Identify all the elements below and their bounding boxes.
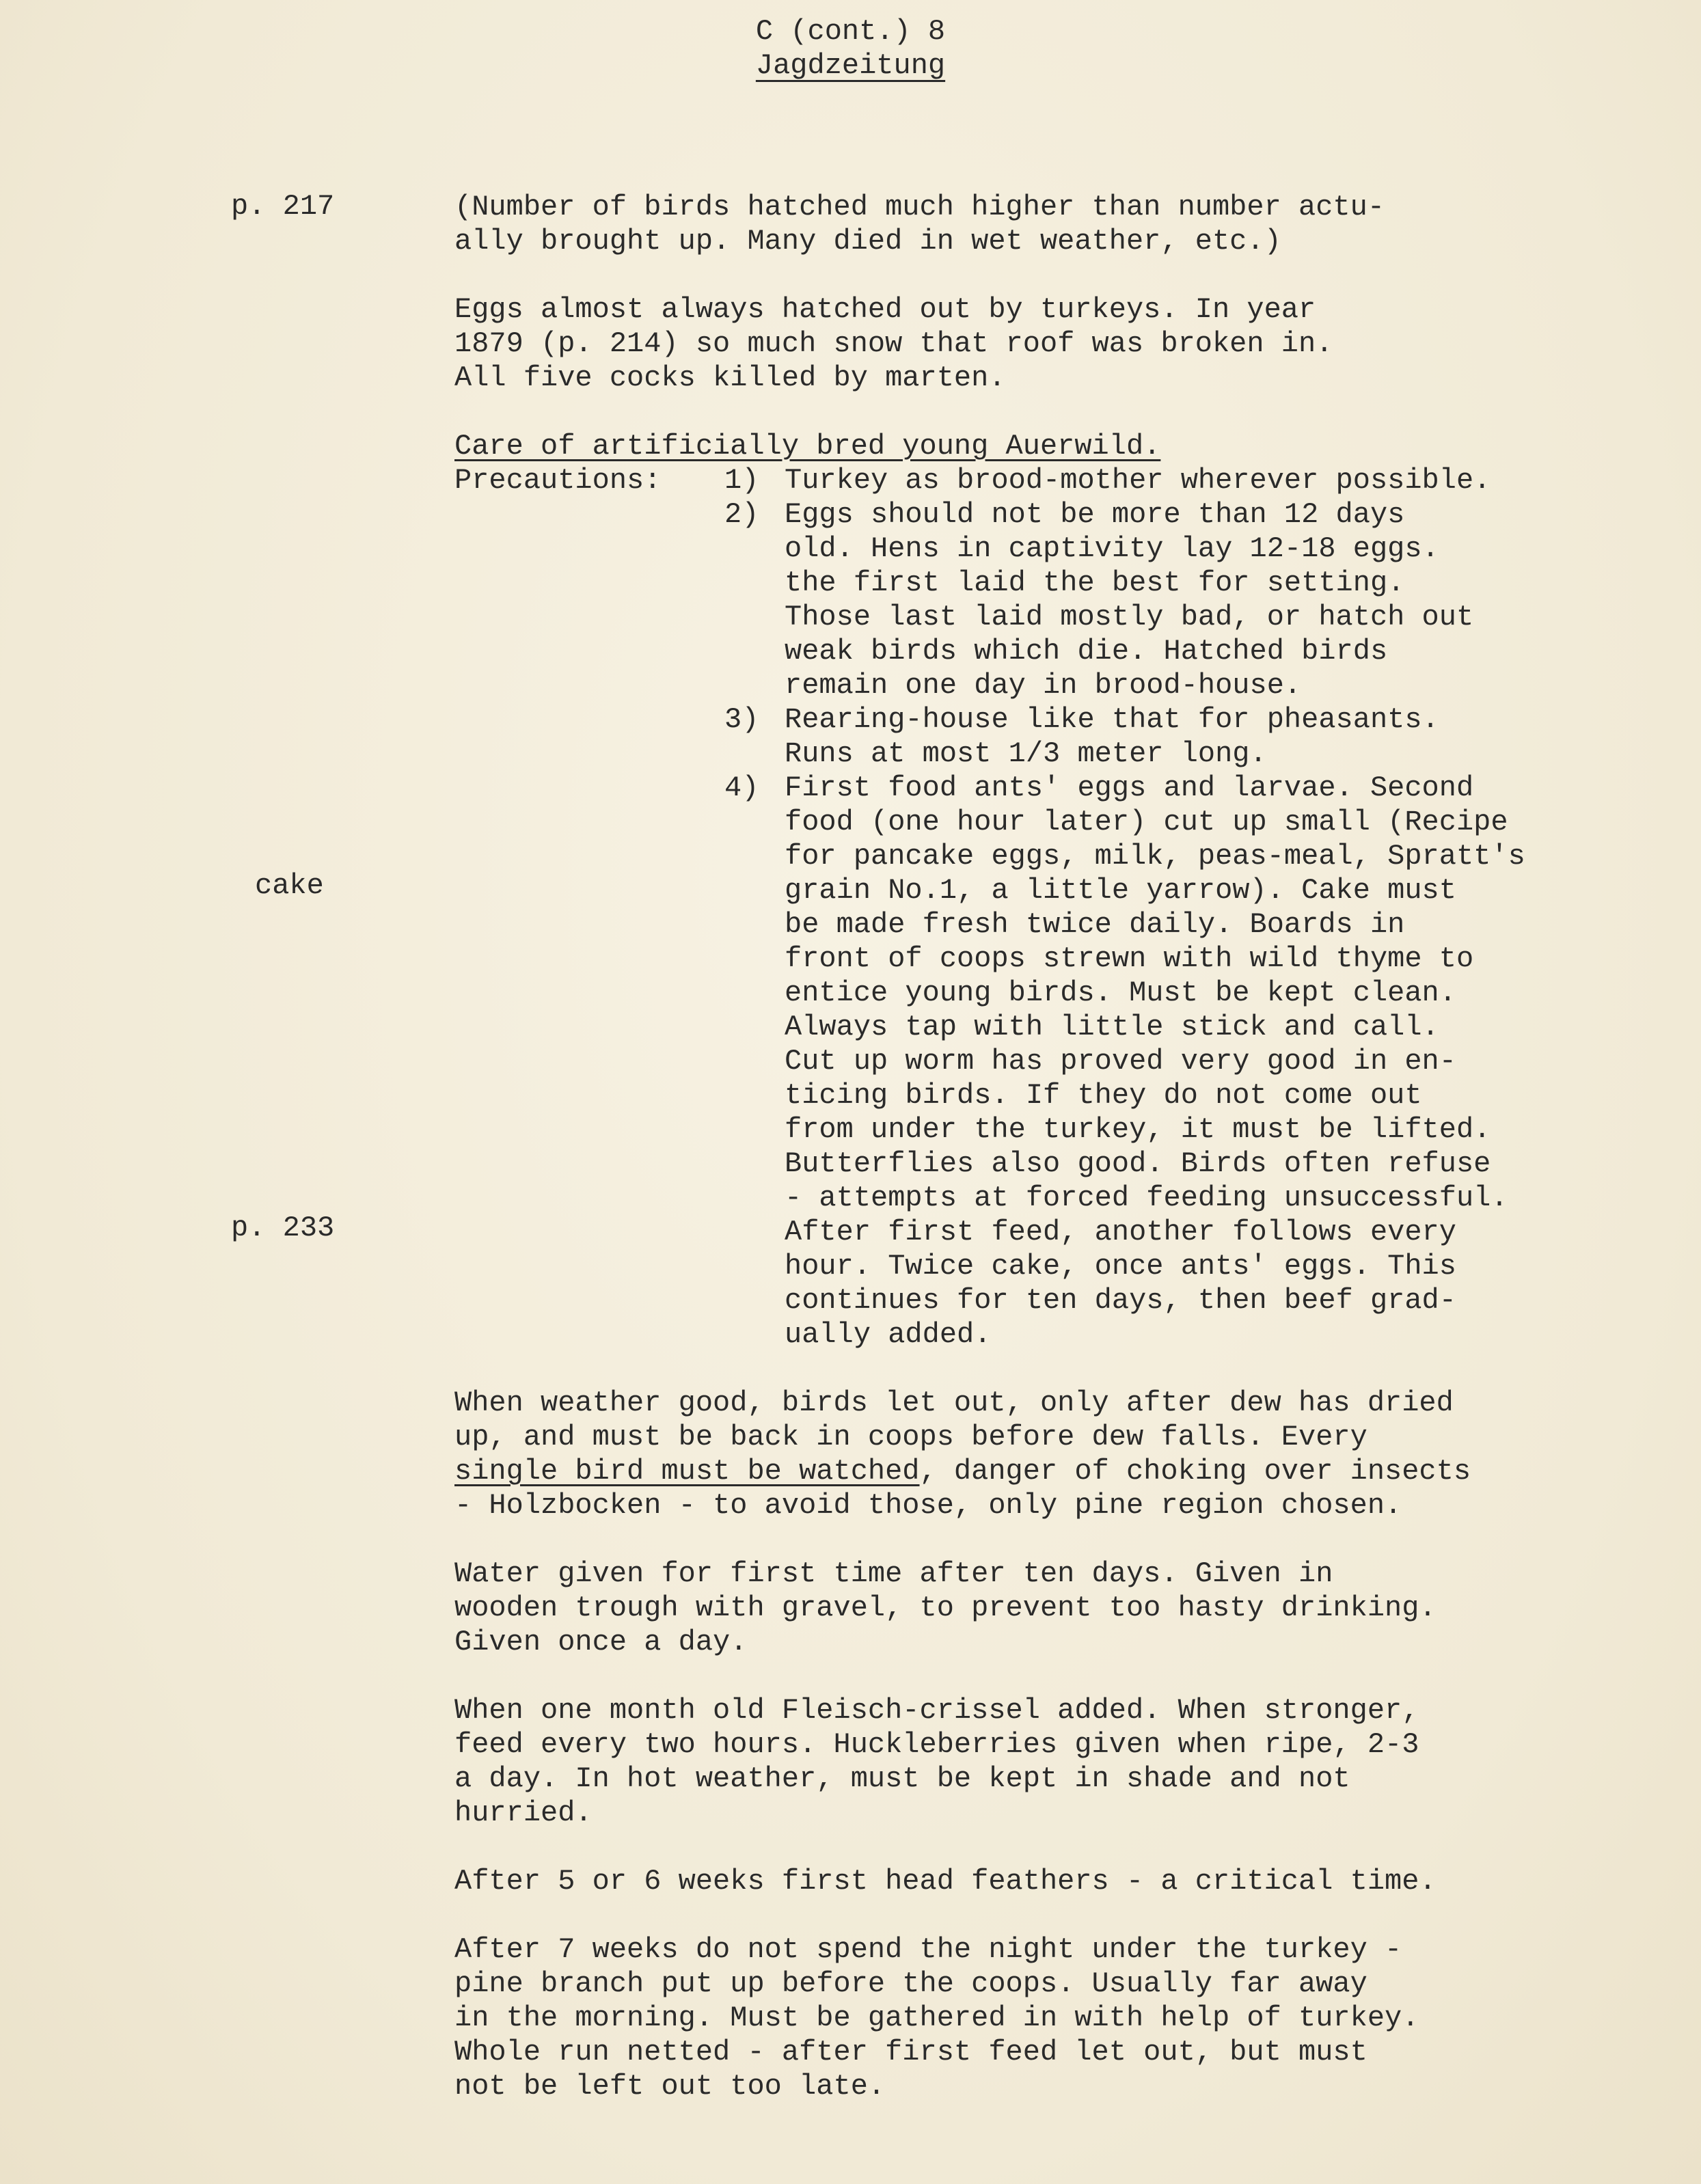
precaution-4-line: entice young birds. Must be kept clean. bbox=[785, 977, 1456, 1009]
precaution-number: 3) bbox=[724, 703, 759, 736]
para7-line: in the morning. Must be gathered in with help of turkey. bbox=[454, 2002, 1419, 2034]
section-heading: Care of artificially bred young Auerwild. bbox=[454, 430, 1161, 463]
precaution-2-line: Those last laid mostly bad, or hatch out bbox=[785, 601, 1474, 633]
precaution-2-line: Eggs should not be more than 12 days bbox=[785, 498, 1405, 531]
margin-note-cake: cake bbox=[255, 869, 324, 902]
para5-line: feed every two hours. Huckleberries given when ripe, 2-3 bbox=[454, 1728, 1419, 1761]
precaution-4-line: be made fresh twice daily. Boards in bbox=[785, 908, 1405, 941]
para5-line: a day. In hot weather, must be kept in shade and not bbox=[454, 1762, 1350, 1795]
precaution-4-line: - attempts at forced feeding unsuccessful. bbox=[785, 1182, 1508, 1214]
precaution-number: 1) bbox=[724, 464, 759, 497]
para2-line: 1879 (p. 214) so much snow that roof was broken in. bbox=[454, 327, 1333, 360]
para7-line: After 7 weeks do not spend the night under the turkey - bbox=[454, 1933, 1402, 1966]
precaution-4-line: ticing birds. If they do not come out bbox=[785, 1079, 1422, 1112]
para5-line: hurried. bbox=[454, 1797, 593, 1829]
precautions-label: Precautions: bbox=[454, 464, 662, 497]
para7-line: pine branch put up before the coops. Usually far away bbox=[454, 1967, 1367, 2000]
precaution-4-line: hour. Twice cake, once ants' eggs. This bbox=[785, 1250, 1456, 1283]
precaution-2-line: the first laid the best for setting. bbox=[785, 567, 1405, 599]
precaution-4-line: front of coops strewn with wild thyme to bbox=[785, 942, 1474, 975]
margin-note-p217: p. 217 bbox=[231, 190, 335, 223]
para2-line: Eggs almost always hatched out by turkeys. In year bbox=[454, 293, 1316, 326]
underlined-phrase: single bird must be watched bbox=[454, 1455, 920, 1488]
precaution-4-line: food (one hour later) cut up small (Recipe bbox=[785, 806, 1508, 838]
precaution-4-line: from under the turkey, it must be lifted. bbox=[785, 1113, 1491, 1146]
precaution-4-line: Butterflies also good. Birds often refuse bbox=[785, 1147, 1491, 1180]
para7-line: not be left out too late. bbox=[454, 2070, 886, 2103]
precaution-2-line: old. Hens in captivity lay 12-18 eggs. bbox=[785, 532, 1439, 565]
precaution-4-line: Cut up worm has proved very good in en- bbox=[785, 1045, 1456, 1078]
para4-line: Water given for first time after ten days. Given in bbox=[454, 1557, 1333, 1590]
para3-line: When weather good, birds let out, only after dew has dried bbox=[454, 1387, 1454, 1419]
page-header-subtitle bbox=[0, 49, 1701, 82]
para1-line: (Number of birds hatched much higher than number actu- bbox=[454, 191, 1385, 223]
page-header-title: C (cont.) 8 bbox=[755, 15, 946, 48]
precaution-4-line: ually added. bbox=[785, 1318, 992, 1351]
para5-line: When one month old Fleisch-crissel added. When stronger, bbox=[454, 1694, 1419, 1727]
precaution-4-line: continues for ten days, then beef grad- bbox=[785, 1284, 1456, 1317]
precaution-4-line: After first feed, another follows every bbox=[785, 1216, 1456, 1248]
precaution-4-line: First food ants' eggs and larvae. Second bbox=[785, 772, 1474, 804]
precaution-number: 4) bbox=[724, 772, 759, 804]
para3-line bbox=[454, 1454, 1471, 1488]
para3-line: - Holzbocken - to avoid those, only pine region chosen. bbox=[454, 1489, 1402, 1522]
para2-line: All five cocks killed by marten. bbox=[454, 361, 1006, 394]
margin-note-p233: p. 233 bbox=[231, 1212, 335, 1244]
precaution-2-line: weak birds which die. Hatched birds bbox=[785, 635, 1388, 668]
para7-line: Whole run netted - after first feed let out, but must bbox=[454, 2036, 1367, 2069]
para1-line: ally brought up. Many died in wet weather, etc.) bbox=[454, 225, 1281, 258]
para6-line: After 5 or 6 weeks first head feathers - a critical time. bbox=[454, 1865, 1437, 1898]
para3-line-rest: , danger of choking over insects bbox=[919, 1455, 1471, 1488]
precaution-3-line: Runs at most 1/3 meter long. bbox=[785, 737, 1267, 770]
subtitle-text: Jagdzeitung bbox=[755, 49, 946, 82]
precaution-3-line: Rearing-house like that for pheasants. bbox=[785, 703, 1439, 736]
precaution-2-line: remain one day in brood-house. bbox=[785, 669, 1302, 702]
precaution-number: 2) bbox=[724, 498, 759, 531]
precaution-4-line: Always tap with little stick and call. bbox=[785, 1011, 1439, 1043]
precaution-4-line: for pancake eggs, milk, peas-meal, Spratt's bbox=[785, 840, 1525, 873]
precaution-4-line: grain No.1, a little yarrow). Cake must bbox=[785, 874, 1456, 907]
precaution-1-line: Turkey as brood-mother wherever possible. bbox=[785, 464, 1491, 497]
para4-line: wooden trough with gravel, to prevent too hasty drinking. bbox=[454, 1592, 1437, 1624]
para4-line: Given once a day. bbox=[454, 1626, 748, 1659]
para3-line: up, and must be back in coops before dew falls. Every bbox=[454, 1421, 1367, 1453]
